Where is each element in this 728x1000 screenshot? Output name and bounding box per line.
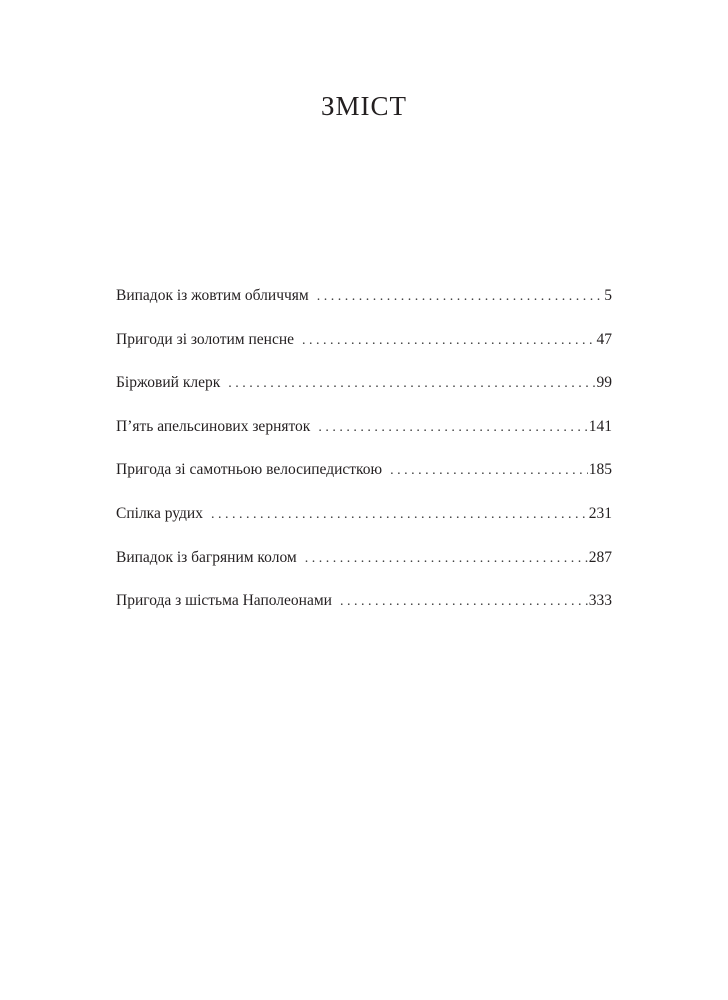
toc-entry-page: 47 <box>596 330 612 348</box>
toc-leader-dots <box>340 589 588 614</box>
toc-leader-dots <box>318 415 587 440</box>
toc-entry[interactable] <box>116 588 612 613</box>
toc-entry-title: Біржовий клерк <box>116 374 221 392</box>
toc-leader-dots <box>305 546 588 571</box>
toc-entry-title: Пригода зі самотньою велосипедисткою <box>116 461 383 479</box>
page-title: ЗМІСТ <box>320 91 408 121</box>
toc-entry-title: Пригоди зі золотим пенсне <box>116 330 295 348</box>
toc-entry[interactable] <box>116 501 612 526</box>
toc-entry-page: 185 <box>588 461 612 479</box>
toc-entry-page: 5 <box>604 287 612 304</box>
toc-entry[interactable] <box>116 370 612 395</box>
toc-entry[interactable] <box>116 414 612 439</box>
toc-leader-dots <box>317 284 604 309</box>
toc-leader-dots <box>390 458 588 483</box>
toc-entry[interactable] <box>116 283 612 308</box>
toc-leader-dots <box>302 328 595 353</box>
toc-entry-page: 231 <box>588 504 612 522</box>
toc-entry-page: 333 <box>588 592 612 610</box>
toc-entry-title: П’ять апельсинових зерняток <box>116 417 311 435</box>
toc-entry-page: 141 <box>588 417 612 435</box>
toc-entry[interactable] <box>116 457 612 482</box>
toc-entry-page: 287 <box>588 548 612 566</box>
table-of-contents <box>116 283 612 632</box>
toc-entry[interactable] <box>116 327 612 352</box>
toc-entry-title: Випадок із жовтим обличчям <box>116 287 309 304</box>
toc-entry-title: Спілка рудих <box>116 504 203 522</box>
toc-leader-dots <box>228 371 595 396</box>
toc-entry[interactable] <box>116 545 612 570</box>
toc-entry-page: 99 <box>596 374 612 392</box>
toc-leader-dots <box>211 502 588 527</box>
toc-entry-title: Пригода з шістьма Наполеонами <box>116 592 332 610</box>
toc-entry-title: Випадок із багряним колом <box>116 548 297 566</box>
